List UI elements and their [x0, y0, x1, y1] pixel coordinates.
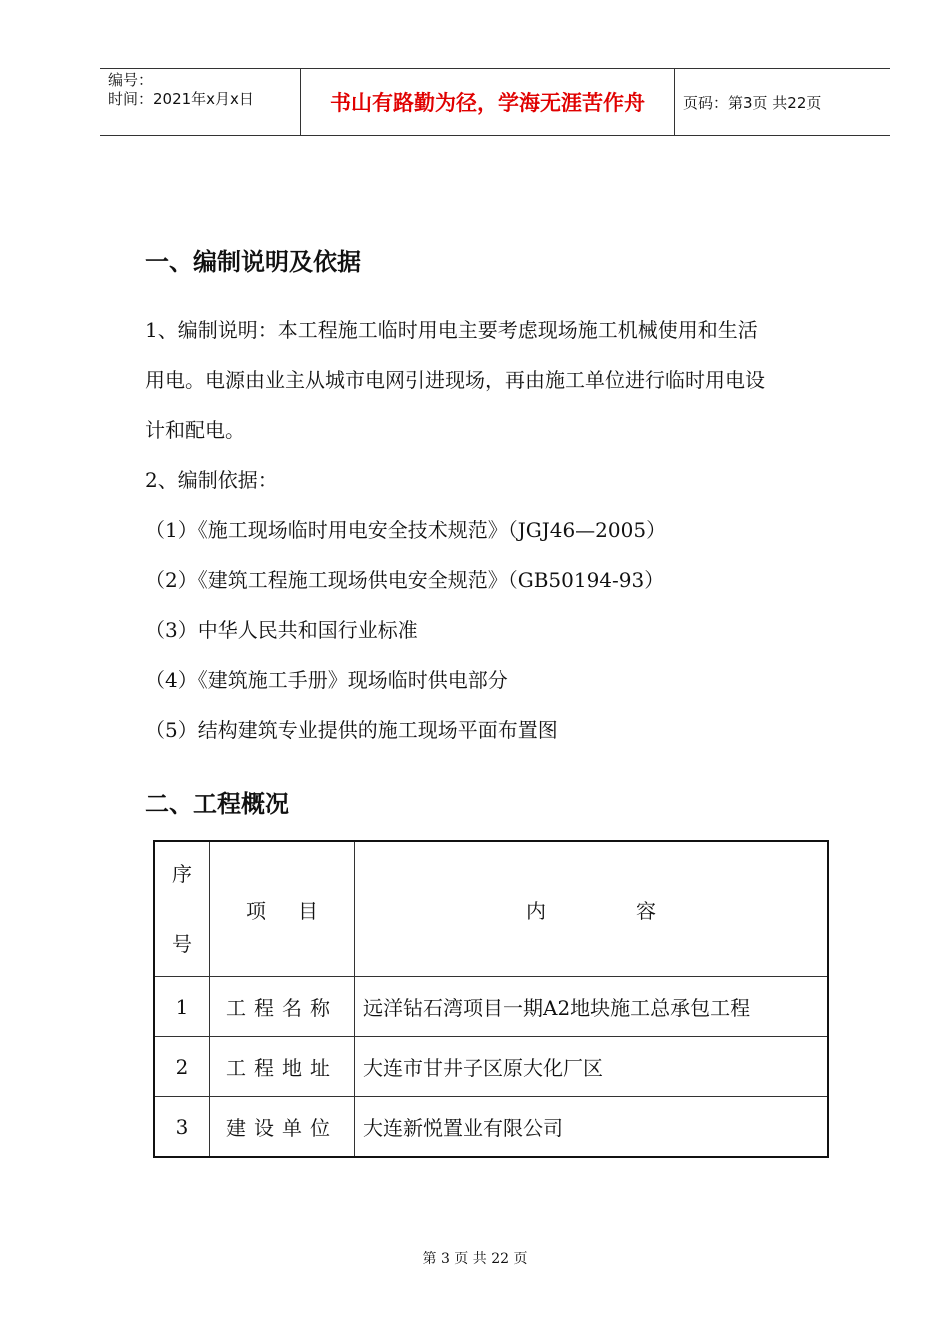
- section1-p1-line1: 1、编制说明：本工程施工临时用电主要考虑现场施工机械使用和生活: [145, 318, 758, 342]
- header-motto: 书山有路勤为径，学海无涯苦作舟: [301, 69, 675, 135]
- header-num-bottom: 号: [172, 932, 192, 956]
- row-item: 工程地址: [210, 1037, 355, 1097]
- header-page-info: 页码：第3页 共22页: [683, 93, 822, 112]
- reference-item: （2）《建筑工程施工现场供电安全规范》（GB50194-93）: [145, 568, 665, 592]
- header-num-cell: [154, 841, 210, 977]
- header-num-top: 序: [172, 862, 192, 886]
- reference-item: （3）中华人民共和国行业标准: [145, 618, 418, 642]
- section2-title: 二、工程概况: [145, 790, 289, 818]
- section1-p2: 2、编制依据：: [145, 468, 278, 492]
- row-item: 工程名称: [210, 977, 355, 1037]
- reference-item: （4）《建筑施工手册》现场临时供电部分: [145, 668, 508, 692]
- project-overview-table: [153, 840, 829, 1158]
- table-header-row: [154, 841, 828, 977]
- header-meta: [100, 69, 301, 135]
- section1-title: 一、编制说明及依据: [145, 248, 361, 276]
- header-time: 时间：2021年x月x日: [108, 90, 254, 108]
- section1-p1-line3: 计和配电。: [145, 418, 245, 442]
- row-num: 2: [154, 1037, 210, 1097]
- row-num: 3: [154, 1097, 210, 1158]
- row-item: 建设单位: [210, 1097, 355, 1158]
- row-content: 大连市甘井子区原大化厂区: [355, 1037, 829, 1097]
- header-code: 编号：: [108, 71, 154, 89]
- row-content: 大连新悦置业有限公司: [355, 1097, 829, 1158]
- row-num: 1: [154, 977, 210, 1037]
- header-content-cell: [355, 841, 829, 977]
- row-content: 远洋钻石湾项目一期A2地块施工总承包工程: [355, 977, 829, 1037]
- section1-p1-line2: 用电。电源由业主从城市电网引进现场，再由施工单位进行临时用电设: [145, 368, 765, 392]
- header-item-a: 项: [246, 898, 266, 923]
- header-item-cell: [210, 841, 355, 977]
- header-content-b: 容: [636, 898, 656, 923]
- reference-item: （5）结构建筑专业提供的施工现场平面布置图: [145, 718, 558, 742]
- reference-item: （1）《施工现场临时用电安全技术规范》（JGJ46—2005）: [145, 518, 667, 542]
- header-content-a: 内: [526, 898, 546, 923]
- header-item-b: 目: [298, 898, 318, 923]
- table-row: [154, 1037, 828, 1097]
- page-header: [100, 68, 890, 136]
- table-row: [154, 977, 828, 1037]
- table-row: [154, 1097, 828, 1158]
- page-footer: 第 3 页 共 22 页: [422, 1251, 528, 1267]
